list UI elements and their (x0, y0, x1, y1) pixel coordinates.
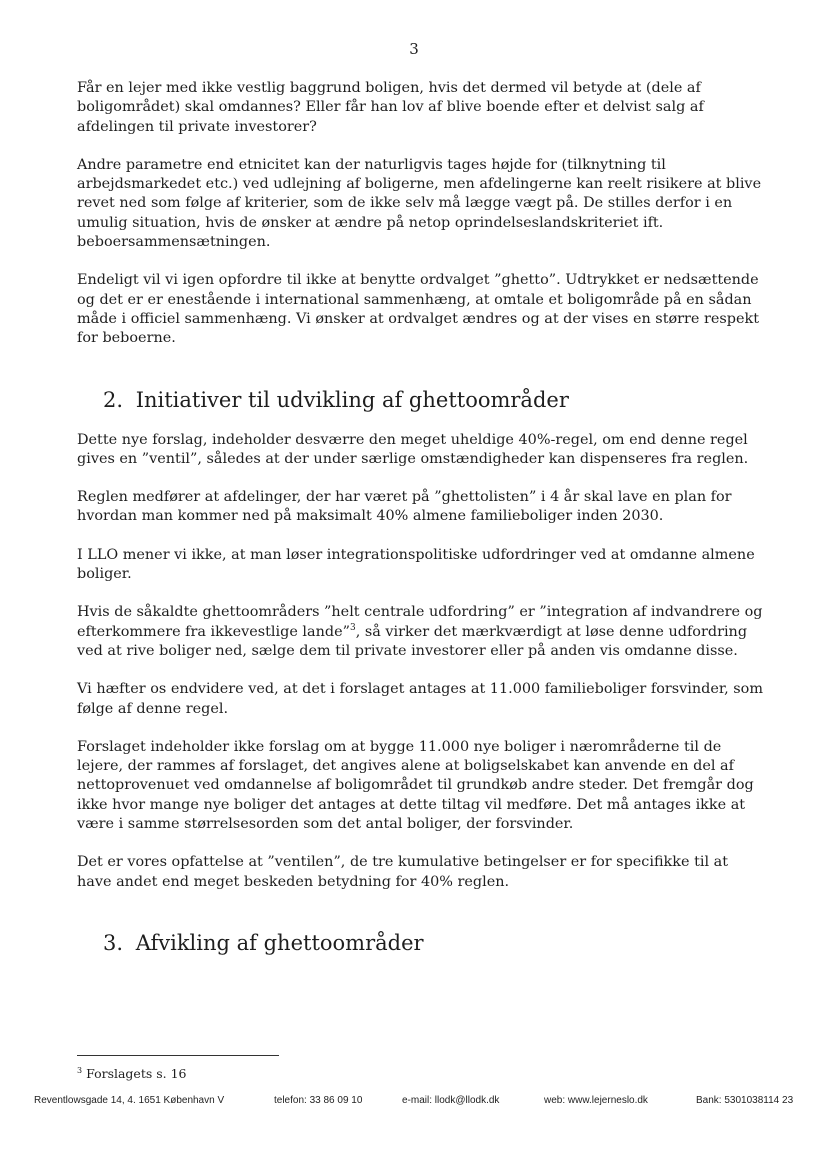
paragraph: Reglen medfører at afdelinger, der har været på ”ghettolisten” i 4 år skal lave en plan for hvordan man kommer ned på maksimalt 40% almene familieboliger inden 2030. (77, 489, 732, 525)
section-number: 3. (103, 930, 124, 955)
document-body (77, 79, 767, 956)
paragraph: Det er vores opfattelse at ”ventilen”, de tre kumulative betingelser er for specifikke til at have andet end meget beskeden betydning for 40% reglen. (77, 854, 729, 890)
footnote-marker: 3 (77, 1065, 83, 1075)
section-heading-3 (77, 930, 767, 956)
paragraph (77, 603, 767, 661)
paragraph-text: , så virker det mærkværdigt at løse denne udfordring ved at rive boliger ned, sælge dem til private investorer eller på anden vis omdanne disse. (77, 623, 748, 659)
footer-email[interactable]: e-mail: llodk@llodk.dk (402, 1095, 500, 1106)
footnote-text: Forslagets s. 16 (86, 1066, 187, 1081)
paragraph: I LLO mener vi ikke, at man løser integrationspolitiske udfordringer ved at omdanne almene boliger. (77, 546, 755, 583)
section-title: Initiativer til udvikling af ghettoområder (135, 387, 569, 412)
footer-phone: telefon: 33 86 09 10 (274, 1095, 363, 1106)
footer-web[interactable]: web: www.lejerneslo.dk (544, 1095, 648, 1106)
paragraph: Dette nye forslag, indeholder desværre den meget uheldige 40%-regel, om end denne regel gives en ”ventil”, således at der under særlige omstændigheder kan dispenseres fra reglen. (77, 431, 749, 467)
section-heading-2 (77, 387, 767, 413)
footer-bank: Bank: 5301038114 23 (696, 1095, 794, 1106)
footnote (77, 1066, 187, 1081)
footnote-divider (77, 1055, 279, 1056)
section-number: 2. (103, 387, 124, 412)
footnote-reference[interactable]: 3 (349, 622, 356, 633)
paragraph: Forslaget indeholder ikke forslag om at bygge 11.000 nye boliger i nærområderne til de lejere, der rammes af forslaget, det angives alene at boligselskabet kan anvende en del af nettoprovenuet ved omdannelse af boligområdet til grundkøb andre steder. Det fremgår dog ikke hvor mange nye boliger det antages at dette tiltag vil medføre. Det må antages ikke at være i samme størrelsesorden som det antal boliger, der forsvinder. (77, 738, 754, 833)
paragraph: Endeligt vil vi igen opfordre til ikke at benytte ordvalget ”ghetto”. Udtrykket er nedsættende og det er er enestående i international sammenhæng, at omtale et boligområde på en sådan måde i officiel sammenhæng. Vi ønsker at ordvalget ændres og at der vises en større respekt for beboerne. (77, 272, 760, 347)
paragraph: Får en lejer med ikke vestlig baggrund boligen, hvis det dermed vil betyde at (dele af boligområdet) skal omdannes? Eller får han lov af blive boende efter et delvist salg af afdelingen til private investorer? (77, 80, 704, 135)
paragraph: Vi hæfter os endvidere ved, at det i forslaget antages at 11.000 familieboliger forsvinder, som følge af denne regel. (77, 681, 763, 717)
paragraph: Andre parametre end etnicitet kan der naturligvis tages højde for (tilknytning til arbejdsmarkedet etc.) ved udlejning af boligerne, men afdelingerne kan reelt risikere at blive revet ned som følge af kriterier, som de ikke selv må lægge vægt på. De stilles derfor i en umulig situation, hvis de ønsker at ændre på netop oprindelseslandskriteriet ift. beboersammensætningen. (77, 156, 762, 251)
paragraph-text: Hvis de såkaldte ghettoområders ”helt centrale udfordring” er ”integration af indvandrere og efterkommere fra ikkevestlige lande” (77, 604, 763, 640)
page-number: 3 (409, 40, 419, 58)
section-title: Afvikling af ghettoområder (135, 930, 424, 955)
footer-address: Reventlowsgade 14, 4. 1651 København V (34, 1095, 225, 1106)
